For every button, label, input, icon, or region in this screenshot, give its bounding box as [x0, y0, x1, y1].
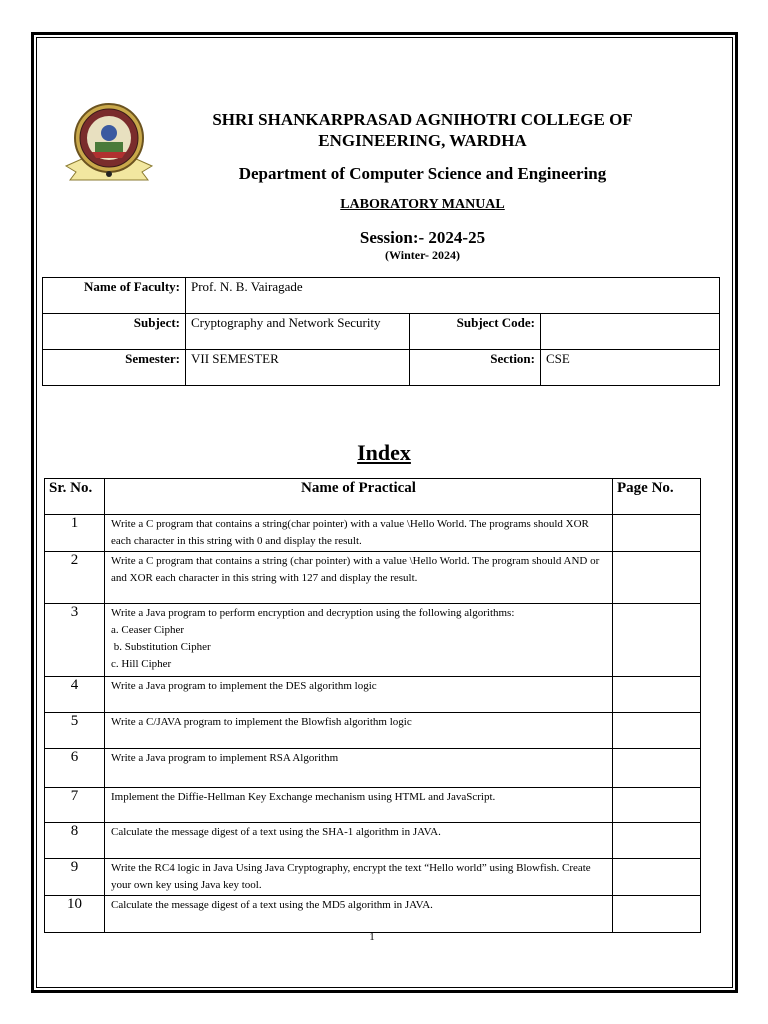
index-row-number: 10	[45, 896, 105, 933]
index-row-number: 2	[45, 552, 105, 604]
page-number-cell	[613, 788, 701, 823]
index-row-number: 7	[45, 788, 105, 823]
subject-code-value	[541, 314, 720, 350]
page-number-cell	[613, 713, 701, 749]
practical-line: c. Hill Cipher	[111, 658, 172, 670]
semester-label: Semester:	[43, 350, 186, 386]
practicals-index-table	[44, 478, 701, 933]
practical-description	[105, 823, 613, 859]
page-number-cell	[613, 823, 701, 859]
practical-line: Write a C/JAVA program to implement the Blowfish algorithm logic	[111, 716, 412, 728]
index-row-number: 3	[45, 604, 105, 677]
page-number-cell	[613, 859, 701, 896]
faculty-value: Prof. N. B. Vairagade	[186, 278, 720, 314]
index-row	[45, 604, 701, 677]
section-value: CSE	[541, 350, 720, 386]
practical-line: Implement the Diffie-Hellman Key Exchange mechanism using HTML and JavaScript.	[111, 791, 496, 803]
subject-code-label: Subject Code:	[410, 314, 541, 350]
session-label: Session:- 2024-25	[359, 228, 486, 247]
page-number-cell	[613, 515, 701, 552]
index-row-number: 4	[45, 677, 105, 713]
practical-description	[105, 677, 613, 713]
index-row	[45, 515, 701, 552]
practical-line: Write a C program that contains a string (char pointer) with a value \Hello World. The program should AND or and XOR each character in this string with 127 and display the result.	[111, 555, 603, 584]
semester-value: VII SEMESTER	[186, 350, 410, 386]
course-info-table	[42, 277, 720, 386]
index-row	[45, 749, 701, 788]
practical-description	[105, 788, 613, 823]
page-number-cell	[613, 677, 701, 713]
column-header-page: Page No.	[613, 479, 701, 515]
practical-line: a. Ceaser Cipher	[111, 624, 184, 636]
subject-value: Cryptography and Network Security	[186, 314, 410, 350]
college-logo-seal	[62, 100, 156, 184]
practical-line: Write the RC4 logic in Java Using Java Cryptography, encrypt the text “Hello world” using Blowfish. Create your own key using Java key tool.	[111, 862, 594, 891]
practical-line: Write a Java program to implement RSA Algorithm	[111, 752, 339, 764]
page-number-cell	[613, 749, 701, 788]
index-row-number: 1	[45, 515, 105, 552]
index-title: Index	[357, 440, 411, 465]
index-row-number: 5	[45, 713, 105, 749]
column-header-name: Name of Practical	[105, 479, 613, 515]
practical-line: Calculate the message digest of a text using the MD5 algorithm in JAVA.	[111, 899, 433, 911]
practical-description	[105, 515, 613, 552]
practical-description	[105, 552, 613, 604]
index-row	[45, 823, 701, 859]
page-number: 1	[369, 931, 375, 943]
department-name: Department of Computer Science and Engineering	[238, 164, 607, 183]
index-row	[45, 552, 701, 604]
index-row	[45, 713, 701, 749]
term-label: (Winter- 2024)	[385, 248, 460, 262]
practical-line: Write a Java program to perform encryption and decryption using the following algorithms:	[111, 607, 515, 619]
page-number-cell	[613, 552, 701, 604]
practical-description	[105, 859, 613, 896]
index-row	[45, 859, 701, 896]
manual-title: LABORATORY MANUAL	[340, 197, 505, 212]
index-row-number: 8	[45, 823, 105, 859]
faculty-label: Name of Faculty:	[43, 278, 186, 314]
practical-line: b. Substitution Cipher	[111, 641, 211, 653]
practical-description	[105, 713, 613, 749]
subject-label: Subject:	[43, 314, 186, 350]
index-row	[45, 677, 701, 713]
index-row	[45, 896, 701, 933]
college-name: SHRI SHANKARPRASAD AGNIHOTRI COLLEGE OF ENGINEERING, WARDHA	[212, 110, 633, 150]
practical-line: Write a Java program to implement the DES algorithm logic	[111, 680, 377, 692]
index-row	[45, 788, 701, 823]
practical-description	[105, 749, 613, 788]
practical-line: Write a C program that contains a string(char pointer) with a value \Hello World. The programs should XOR each character in this string with 0 and display the result.	[111, 518, 592, 547]
page-number-cell	[613, 896, 701, 933]
practical-line: Calculate the message digest of a text using the SHA-1 algorithm in JAVA.	[111, 826, 441, 838]
column-header-sr: Sr. No.	[45, 479, 105, 515]
section-label: Section:	[410, 350, 541, 386]
practical-description	[105, 896, 613, 933]
index-row-number: 9	[45, 859, 105, 896]
index-row-number: 6	[45, 749, 105, 788]
practical-description	[105, 604, 613, 677]
page-number-cell	[613, 604, 701, 677]
